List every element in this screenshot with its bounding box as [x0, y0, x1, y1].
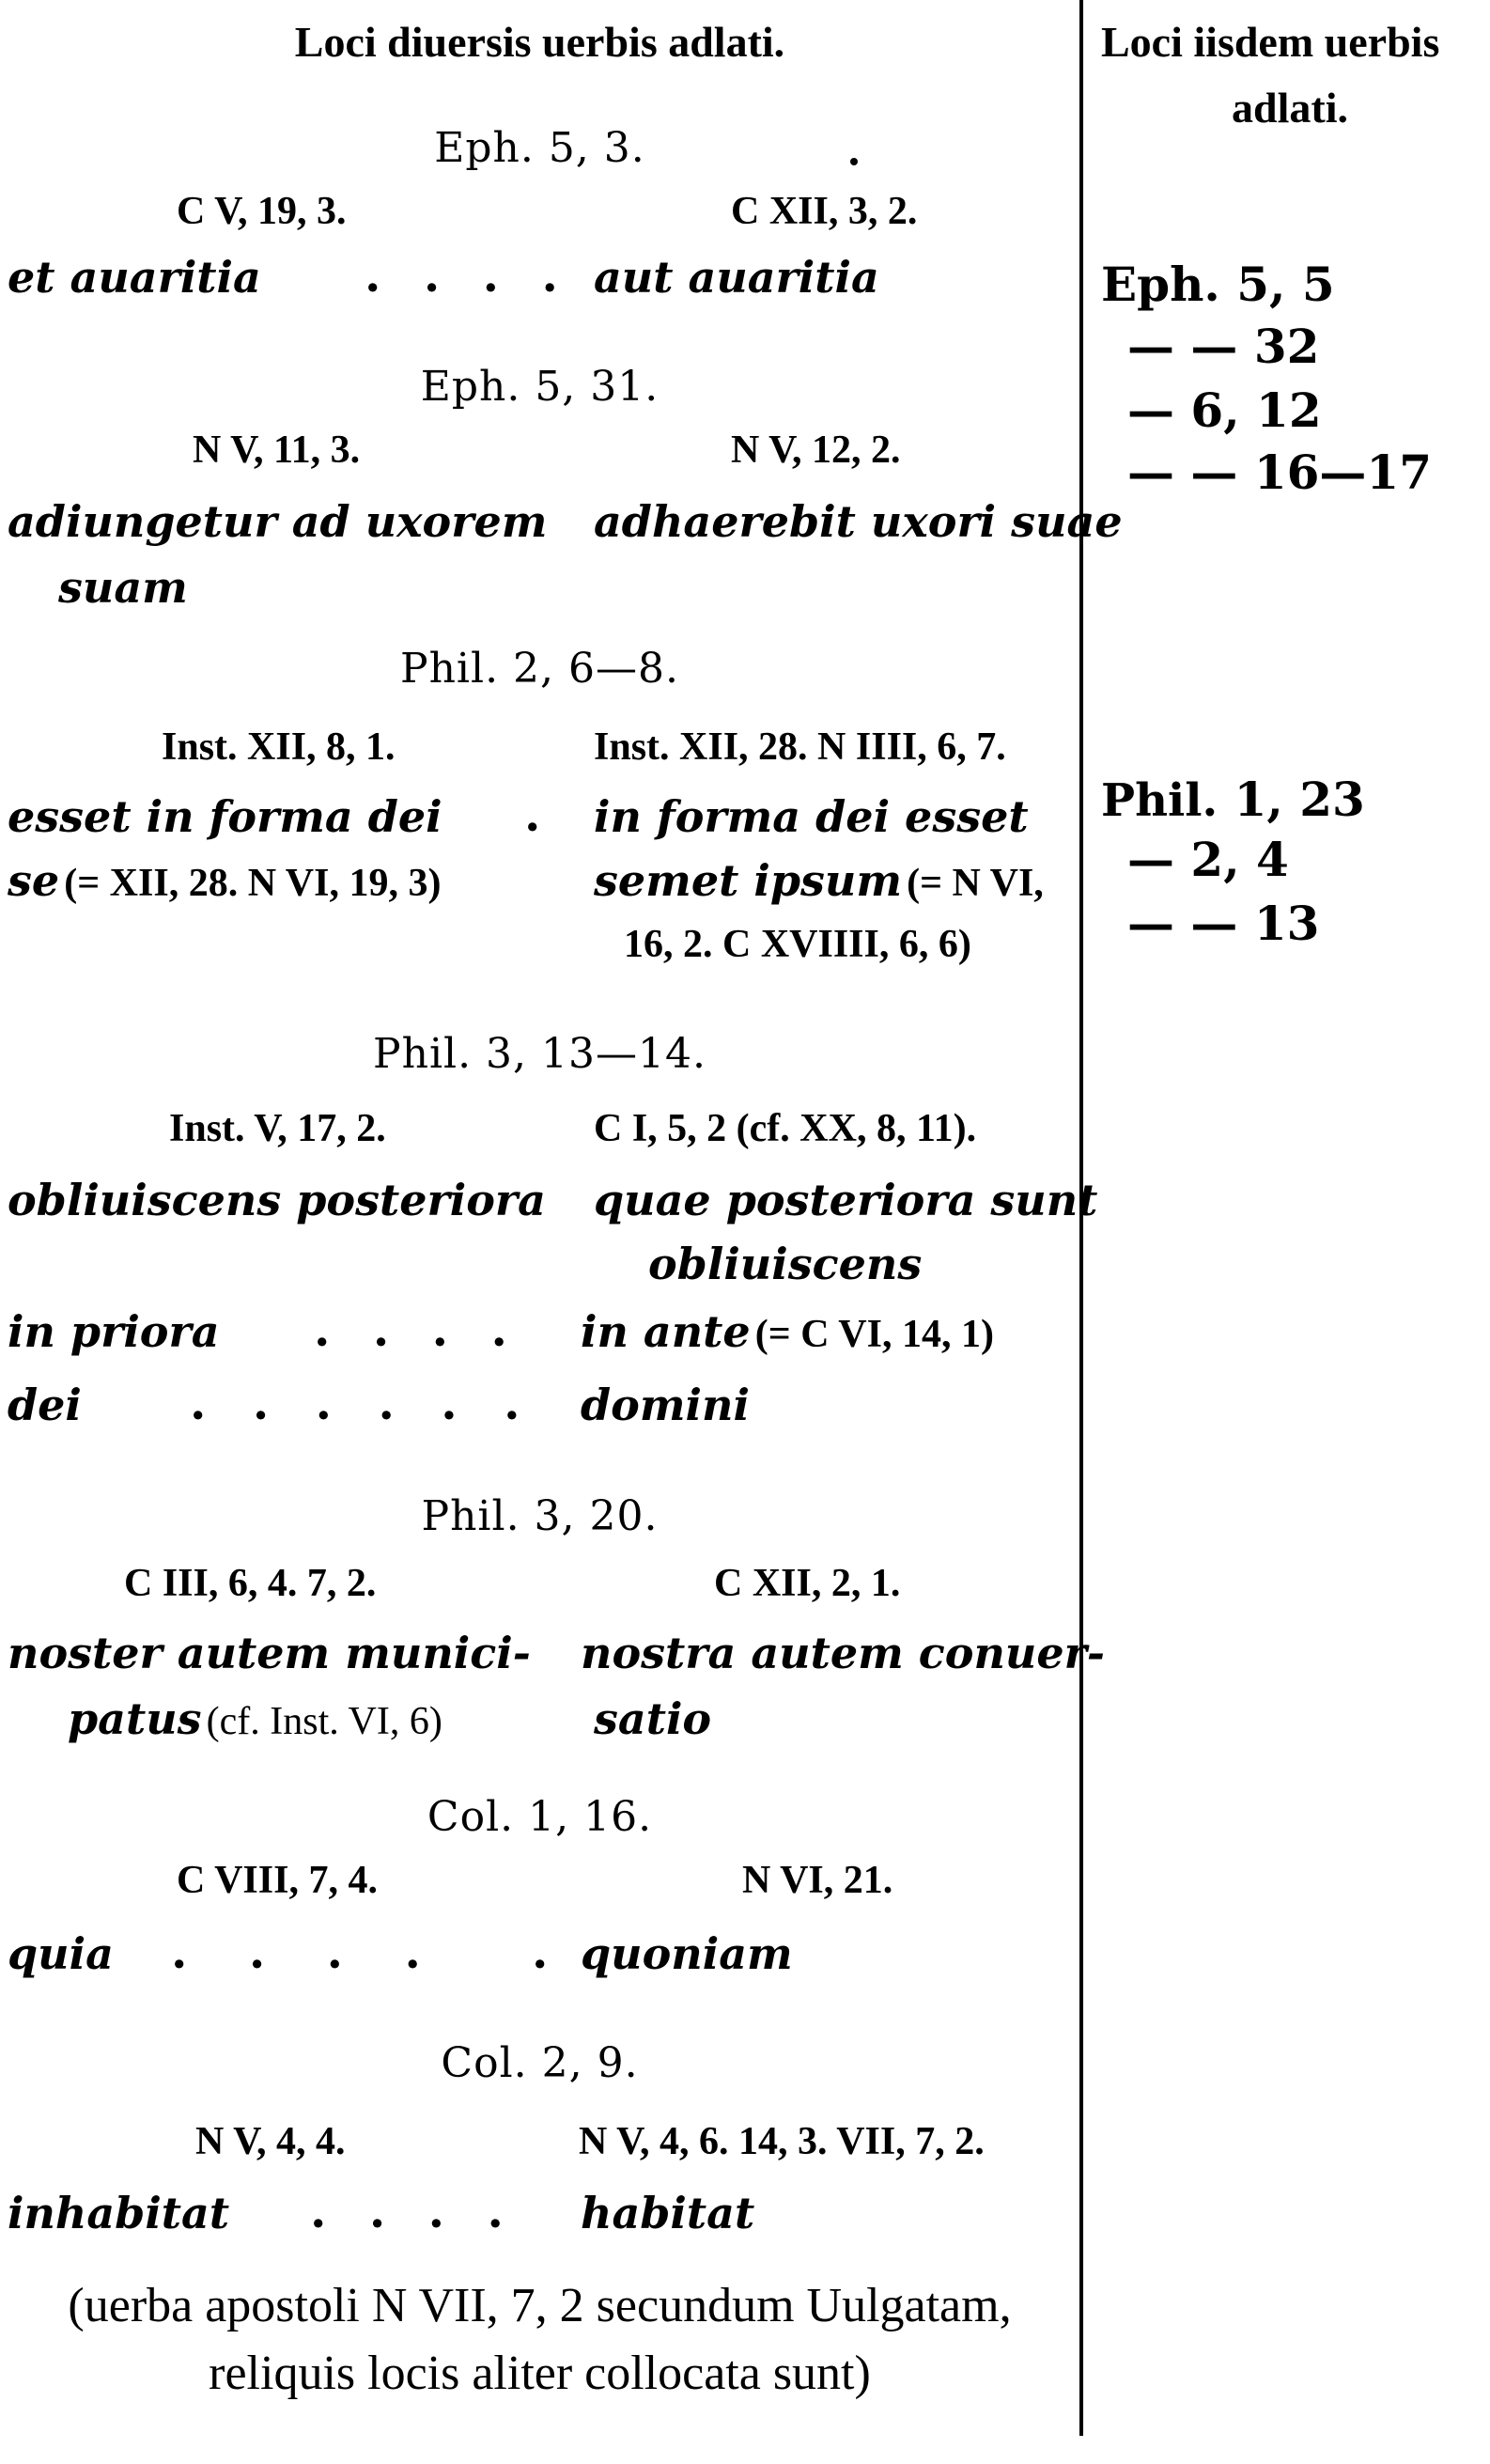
citation-right: N V, 4, 6. 14, 3. VII, 7, 2.	[579, 2120, 985, 2163]
right-ref-num: 2, 4	[1190, 832, 1289, 887]
citation-left: Inst. XII, 8, 1.	[162, 725, 396, 769]
right-ref-num: 16—17	[1253, 444, 1433, 500]
reading-right: aut auaritia	[594, 252, 879, 303]
reading-right: in forma dei esset	[594, 791, 1029, 842]
leader-dot: .	[532, 1924, 549, 1979]
right-ref-num: 32	[1253, 319, 1320, 374]
reading-left: noster autem munici-	[8, 1628, 531, 1678]
section-ref: Phil. 3, 20.	[421, 1492, 659, 1540]
reading-left: adiungetur ad uxorem	[8, 496, 548, 547]
reading-left-line2	[68, 1693, 442, 1744]
citation-right: N VI, 21.	[742, 1859, 893, 1902]
footnote-line1: (uerba apostoli N VII, 7, 2 secundum Uulgatam,	[68, 2279, 1012, 2332]
right-ref-row	[1101, 772, 1365, 827]
citation-right: C XII, 2, 1.	[714, 1562, 901, 1605]
section-ref: Col. 2, 9.	[441, 2039, 639, 2087]
right-ref-dash: — —	[1127, 319, 1238, 374]
reading-right-line3: 16, 2. C XVIIII, 6, 6)	[624, 923, 971, 966]
reading-right: quoniam	[581, 1928, 793, 1979]
reading-right: habitat	[581, 2188, 755, 2238]
right-ref-dash: —	[1127, 382, 1174, 438]
leader-dots: .	[524, 787, 541, 842]
stray-dot	[850, 158, 858, 165]
right-ref-num: 1, 23	[1234, 772, 1365, 827]
right-ref-num: 6, 12	[1190, 382, 1322, 438]
reading-left: quia	[8, 1928, 114, 1979]
right-ref-dash: — —	[1127, 444, 1238, 500]
citation-right: C I, 5, 2 (cf. XX, 8, 11).	[594, 1107, 977, 1150]
reading-right: nostra autem conuer-	[581, 1628, 1105, 1678]
right-ref-book: Phil.	[1101, 774, 1218, 827]
right-ref-row	[1101, 257, 1335, 312]
reading-right-line	[581, 1306, 994, 1357]
right-ref-num: 5, 5	[1236, 257, 1335, 312]
left-column-header: Loci diuersis uerbis adlati.	[294, 18, 785, 66]
right-ref-book: Eph.	[1101, 257, 1220, 312]
reading-right-line2	[594, 855, 1044, 906]
footnote-line2: reliquis locis aliter collocata sunt)	[209, 2347, 871, 2400]
right-ref-row	[1127, 382, 1322, 438]
reading-right-italic: in ante	[581, 1306, 751, 1357]
reading-left: esset in forma dei	[8, 791, 442, 842]
citation-left: C III, 6, 4. 7, 2.	[124, 1562, 377, 1605]
reading-left-italic: patus	[68, 1693, 202, 1744]
reading-left: in priora	[8, 1306, 220, 1357]
section-ref: Phil. 2, 6—8.	[399, 645, 679, 693]
section-ref: Col. 1, 16.	[427, 1793, 653, 1841]
leader-dots: . . . . . .	[190, 1375, 535, 1430]
reading-right: domini	[581, 1380, 750, 1430]
right-ref-row	[1127, 319, 1320, 374]
reading-left: dei	[8, 1380, 82, 1430]
citation-right: Inst. XII, 28. N IIII, 6, 7.	[594, 725, 1006, 769]
reading-right-note: (= N VI,	[907, 862, 1044, 905]
citation-left: N V, 11, 3.	[193, 429, 361, 472]
reading-left-note: (= XII, 28. N VI, 19, 3)	[64, 862, 442, 905]
section-ref: Eph. 5, 3.	[434, 124, 645, 172]
reading-right: quae posteriora sunt	[594, 1175, 1098, 1225]
right-ref-row	[1127, 896, 1320, 951]
reading-right-note: (= C VI, 14, 1)	[754, 1313, 994, 1356]
leader-dots: . . . .	[310, 2183, 517, 2238]
citation-left: Inst. V, 17, 2.	[169, 1107, 386, 1150]
right-column-header-line2: adlati.	[1232, 84, 1348, 132]
citation-left: C V, 19, 3.	[177, 190, 347, 233]
reading-right-italic: semet ipsum	[594, 855, 903, 906]
right-ref-num: 13	[1253, 896, 1320, 951]
section-ref: Phil. 3, 13—14.	[373, 1030, 706, 1078]
citation-left: C VIII, 7, 4.	[177, 1859, 378, 1902]
reading-left: obliuiscens posteriora	[8, 1175, 546, 1225]
leader-dots: . . . .	[314, 1302, 520, 1357]
reading-right-cont: satio	[594, 1693, 712, 1744]
reading-left: inhabitat	[8, 2188, 230, 2238]
reading-left-line2	[8, 855, 442, 906]
citation-right: C XII, 3, 2.	[731, 190, 918, 233]
reading-right: adhaerebit uxori suae	[594, 496, 1123, 547]
reading-left: et auaritia	[8, 252, 261, 303]
right-ref-row	[1127, 832, 1289, 887]
leader-dots: . . . .	[365, 247, 571, 303]
leader-dots: . . . .	[171, 1924, 443, 1979]
right-ref-dash: — —	[1127, 896, 1238, 951]
right-ref-row	[1127, 444, 1433, 500]
reading-left-cont: suam	[58, 562, 188, 613]
right-column-header-line1: Loci iisdem uerbis	[1101, 18, 1440, 66]
right-ref-dash: —	[1127, 832, 1174, 887]
section-ref: Eph. 5, 31.	[420, 363, 660, 411]
citation-left: N V, 4, 4.	[195, 2120, 346, 2163]
reading-left-note: (cf. Inst. VI, 6)	[206, 1700, 442, 1743]
reading-left-italic: se	[8, 855, 60, 906]
citation-right: N V, 12, 2.	[731, 429, 901, 472]
reading-right-cont: obliuiscens	[648, 1239, 923, 1289]
